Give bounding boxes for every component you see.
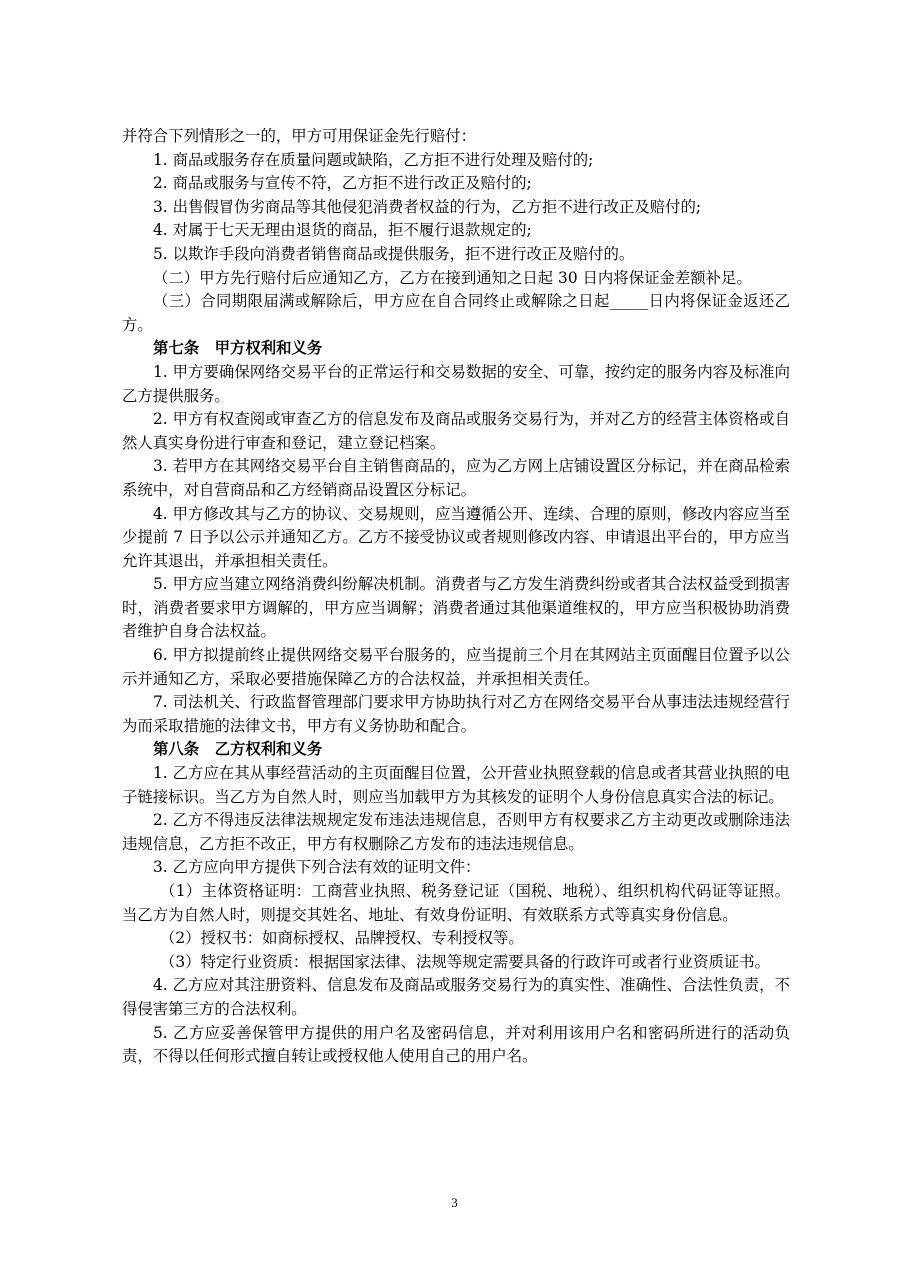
paragraph: （三）合同期限届满或解除后，甲方应在自合同终止或解除之日起_____日内将保证金返还乙方。 [122, 292, 790, 334]
paragraph: （二）甲方先行赔付后应通知乙方，乙方在接到通知之日起 30 日内将保证金差额补足。 [153, 268, 752, 287]
paragraph: 2. 甲方有权查阅或审查乙方的信息发布及商品或服务交易行为，并对乙方的经营主体资格或自然人真实身份进行审查和登记，建立登记档案。 [122, 410, 790, 452]
paragraph: 3. 出售假冒伪劣商品等其他侵犯消费者权益的行为，乙方拒不进行改正及赔付的; [153, 197, 702, 216]
paragraph: 3. 若甲方在其网络交易平台自主销售商品的，应为乙方网上店铺设置区分标记，并在商品检索系统中，对自营商品和乙方经销商品设置区分标记。 [122, 457, 790, 499]
page-number: 3 [451, 1195, 458, 1210]
paragraph: 1. 甲方要确保网络交易平台的正常运行和交易数据的安全、可靠，按约定的服务内容及标准向乙方提供服务。 [122, 362, 790, 405]
paragraph: 1. 商品或服务存在质量问题或缺陷，乙方拒不进行处理及赔付的; [153, 150, 594, 169]
paragraph: 7. 司法机关、行政监督管理部门要求甲方协助执行对乙方在网络交易平台从事违法违规经营行为而采取措施的法律文书，甲方有义务协助和配合。 [122, 693, 790, 735]
paragraph: 5. 甲方应当建立网络消费纠纷解决机制。消费者与乙方发生消费纠纷或者其合法权益受到损害时，消费者要求甲方调解的，甲方应当调解；消费者通过其他渠道维权的，甲方应当积极协助消费者维护自身合法权益。 [122, 575, 790, 641]
paragraph: 3. 乙方应向甲方提供下列合法有效的证明文件： [153, 858, 481, 877]
paragraph: 4. 乙方应对其注册资料、信息发布及商品或服务交易行为的真实性、准确性、合法性负责，不得侵害第三方的合法权利。 [122, 976, 790, 1018]
paragraph: 4. 甲方修改其与乙方的协议、交易规则，应当遵循公开、连续、合理的原则，修改内容应当至少提前 7 日予以公示并通知乙方。乙方不接受协议或者规则修改内容、申请退出平台的，甲方应当允许其退出，并承担相关责任。 [122, 504, 790, 570]
document-body [122, 125, 790, 1069]
section-heading: 第八条 乙方权利和义务 [153, 740, 323, 759]
paragraph: （3）特定行业资质：根据国家法律、法规等规定需要具备的行政许可或者行业资质证书。 [160, 952, 771, 971]
paragraph: （1）主体资格证明：工商营业执照、税务登记证（国税、地税）、组织机构代码证等证照。当乙方为自然人时，则提交其姓名、地址、有效身份证明、有效联系方式等真实身份信息。 [122, 882, 790, 924]
paragraph: 4. 对属于七天无理由退货的商品，拒不履行退款规定的; [153, 221, 532, 240]
paragraph: 5. 乙方应妥善保管甲方提供的用户名及密码信息，并对利用该用户名和密码所进行的活动负责，不得以任何形式擅自转让或授权他人使用自己的用户名。 [122, 1023, 790, 1066]
paragraph: 2. 商品或服务与宣传不符，乙方拒不进行改正及赔付的; [153, 174, 532, 193]
paragraph: 5. 以欺诈手段向消费者销售商品或提供服务，拒不进行改正及赔付的。 [153, 244, 635, 263]
section-heading: 第七条 甲方权利和义务 [153, 339, 323, 358]
paragraph: 1. 乙方应在其从事经营活动的主页面醒目位置，公开营业执照登载的信息或者其营业执照的电子链接标识。当乙方为自然人时，则应当加载甲方为其核发的证明个人身份信息真实合法的标记。 [122, 764, 790, 806]
paragraph: 并符合下列情形之一的，甲方可用保证金先行赔付： [122, 127, 476, 145]
paragraph: （2）授权书：如商标授权、品牌授权、专利授权等。 [160, 929, 524, 948]
paragraph: 2. 乙方不得违反法律法规规定发布违法违规信息，否则甲方有权要求乙方主动更改或删除违法违规信息，乙方拒不改正，甲方有权删除乙方发布的违法违规信息。 [122, 811, 790, 853]
paragraph: 6. 甲方拟提前终止提供网络交易平台服务的，应当提前三个月在其网站主页面醒目位置予以公示并通知乙方，采取必要措施保障乙方的合法权益，并承担相关责任。 [122, 646, 790, 688]
